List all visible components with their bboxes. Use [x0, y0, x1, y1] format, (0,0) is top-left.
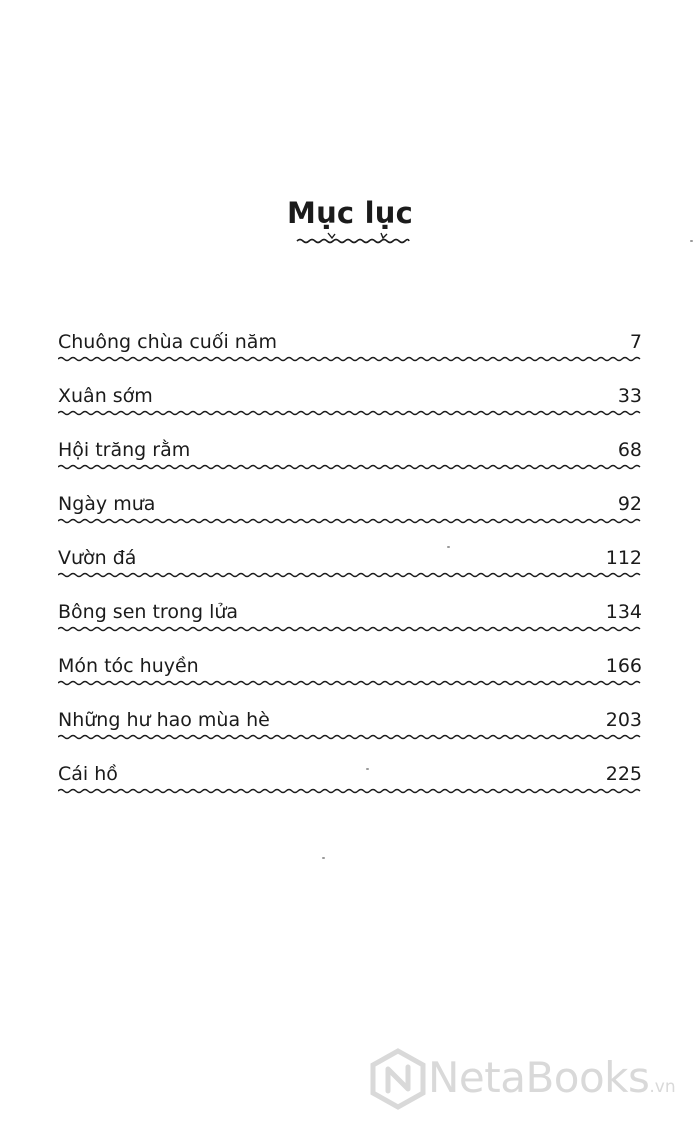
watermark-brand: NetaBooks — [428, 1053, 650, 1102]
page-title: Mục lục — [287, 196, 413, 230]
title-wave-underline — [295, 232, 411, 246]
wavy-underline — [58, 625, 642, 633]
toc-entry[interactable] — [58, 384, 642, 438]
wavy-underline — [58, 733, 642, 741]
table-of-contents — [58, 330, 642, 816]
toc-entry-page: 7 — [629, 331, 642, 353]
netabooks-watermark — [368, 1047, 698, 1111]
wavy-underline — [58, 409, 642, 417]
scan-speck — [322, 857, 325, 859]
toc-entry-page: 225 — [605, 763, 642, 785]
toc-entry-page: 68 — [617, 439, 642, 461]
wavy-underline — [58, 679, 642, 687]
netabooks-n-logo-icon — [368, 1047, 428, 1111]
toc-entry[interactable] — [58, 600, 642, 654]
toc-entry[interactable] — [58, 330, 642, 384]
watermark-text — [428, 1053, 676, 1112]
toc-entry[interactable] — [58, 546, 642, 600]
scan-speck — [447, 546, 450, 548]
wavy-underline — [58, 463, 642, 471]
toc-entry-page: 166 — [605, 655, 642, 677]
toc-entry[interactable] — [58, 762, 642, 816]
toc-entry-title: Cái hồ — [58, 763, 118, 785]
toc-entry-title: Ngày mưa — [58, 493, 156, 515]
toc-entry[interactable] — [58, 492, 642, 546]
toc-entry[interactable] — [58, 708, 642, 762]
toc-entry-title: Xuân sớm — [58, 385, 153, 407]
scan-speck — [366, 768, 369, 770]
toc-entry-title: Món tóc huyền — [58, 655, 199, 677]
toc-entry-title: Những hư hao mùa hè — [58, 709, 270, 731]
toc-entry[interactable] — [58, 438, 642, 492]
watermark-suffix: .vn — [649, 1077, 676, 1097]
wavy-underline — [58, 355, 642, 363]
toc-entry-title: Bông sen trong lửa — [58, 601, 239, 623]
toc-entry-title: Vườn đá — [58, 547, 137, 569]
scan-speck — [690, 240, 693, 242]
wavy-underline — [58, 787, 642, 795]
toc-entry-page: 203 — [605, 709, 642, 731]
toc-entry-page: 112 — [605, 547, 642, 569]
toc-entry-page: 92 — [617, 493, 642, 515]
toc-entry[interactable] — [58, 654, 642, 708]
toc-entry-page: 134 — [605, 601, 642, 623]
toc-entry-title: Chuông chùa cuối năm — [58, 331, 277, 353]
toc-entry-page: 33 — [617, 385, 642, 407]
toc-entry-title: Hội trăng rằm — [58, 439, 191, 461]
wavy-underline — [58, 517, 642, 525]
wavy-underline — [58, 571, 642, 579]
